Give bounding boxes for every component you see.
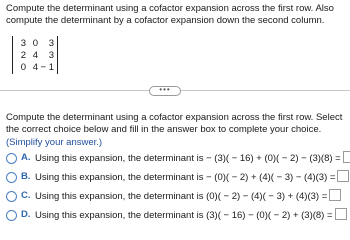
matrix-cell: 4 — [32, 62, 38, 73]
radio-button[interactable] — [6, 153, 17, 164]
choice-d[interactable] — [6, 208, 350, 222]
choice-letter: A. — [21, 152, 31, 163]
choice-text: Using this expansion, the determinant is (0)( − 2) − (4)( − 3) + (4)(3) = — [35, 189, 341, 204]
matrix-cell: 3 — [48, 38, 54, 49]
choice-text: Using this expansion, the determinant is (3)( − 16) − (0)( − 2) + (3)(8) = — [35, 208, 347, 223]
radio-button[interactable] — [6, 191, 17, 202]
matrix-cell: 2 — [20, 50, 26, 61]
more-button[interactable]: ••• — [149, 86, 181, 96]
choice-letter: D. — [21, 209, 31, 220]
hint-text: (Simplify your answer.) — [6, 137, 103, 148]
choice-a[interactable] — [6, 151, 350, 165]
matrix-cell: 4 — [32, 50, 38, 61]
matrix-cell: 0 — [20, 62, 26, 73]
choice-letter: B. — [21, 171, 31, 182]
choice-letter: C. — [21, 190, 31, 201]
question-text: Compute the determinant using a cofactor expansion across the first row. Select the correct choice below and fill in the answer box to complete your choice. — [6, 112, 343, 135]
answer-box[interactable] — [329, 189, 341, 201]
choice-b[interactable] — [6, 170, 350, 184]
radio-button[interactable] — [6, 172, 17, 183]
matrix — [12, 36, 58, 74]
matrix-cell: 0 — [32, 38, 38, 49]
choice-text: Using this expansion, the determinant is − (0)( − 2) + (4)( − 3) − (4)(3) = — [35, 170, 349, 185]
choice-c[interactable] — [6, 189, 350, 203]
answer-box[interactable] — [335, 208, 347, 220]
matrix-cell: 3 — [48, 50, 54, 61]
radio-button[interactable] — [6, 210, 17, 221]
answer-box[interactable] — [343, 151, 350, 163]
choice-text: Using this expansion, the determinant is − (3)( − 16) + (0)( − 2) − (3)(8) = — [35, 151, 350, 166]
problem-statement: Compute the determinant using a cofactor expansion across the first row. Also compute the determinant by a cofactor expansion down the second column. — [6, 3, 334, 26]
answer-box[interactable] — [337, 170, 349, 182]
matrix-cell: − 1 — [40, 62, 54, 73]
matrix-cell: 3 — [20, 38, 26, 49]
